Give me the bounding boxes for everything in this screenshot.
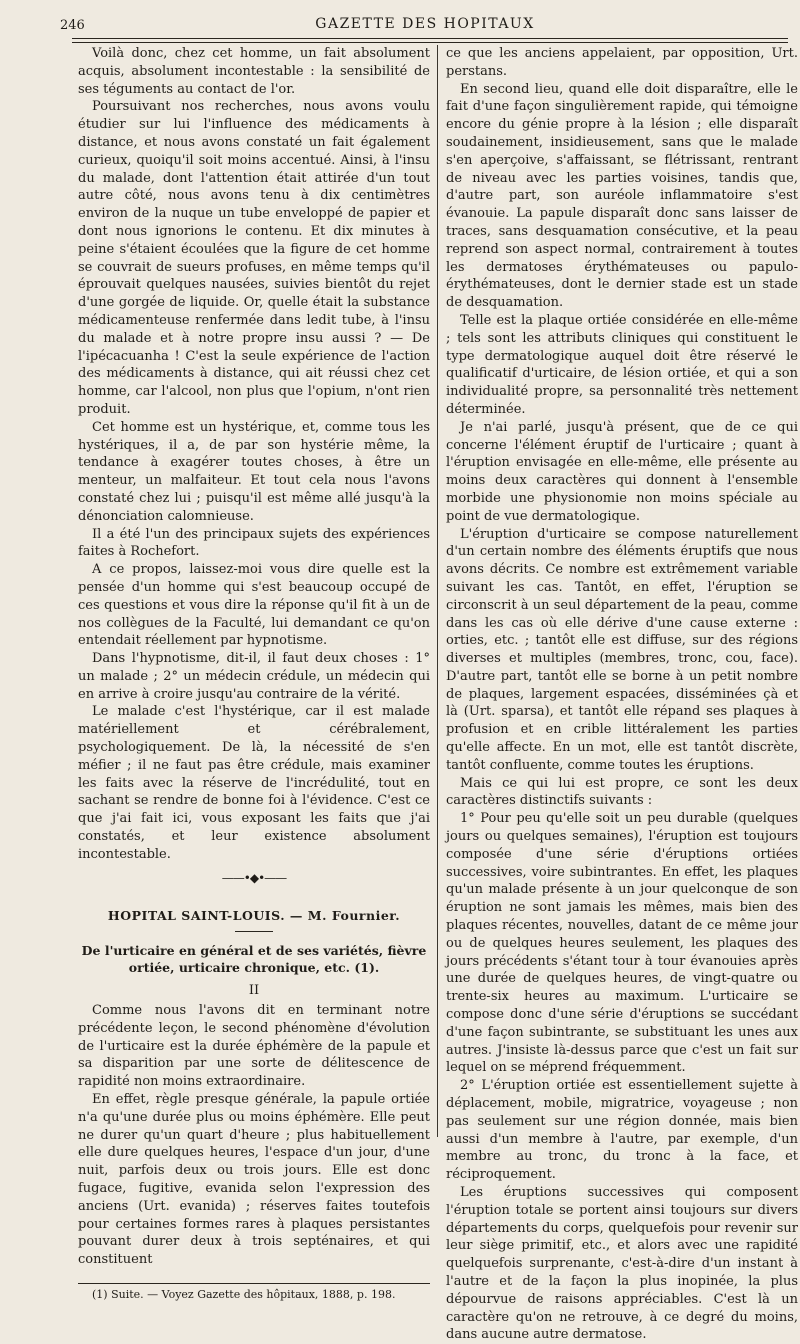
- footnote: (1) Suite. — Voyez Gazette des hôpitaux, 1888, p. 198.: [92, 1288, 396, 1301]
- page-number: 246: [60, 18, 85, 33]
- running-title: GAZETTE DES HOPITAUX: [315, 16, 535, 32]
- paragraph: Voilà donc, chez cet homme, un fait absolument acquis, absolument incontestable : la sensibilité de ses téguments au contact de l'or.: [78, 46, 430, 97]
- article-title: De l'urticaire en général et de ses variétés, fièvre ortiée, urticaire chronique, etc. (1).: [81, 943, 427, 976]
- paragraph: En second lieu, quand elle doit disparaître, elle le fait d'une façon singulièrement rapide, qui témoigne encore du génie propre à la lésion ; elle disparaît soudainement, insidieusement, sans que le malade s'en aperçoive, s'affaissant, se flétrissant, rentrant de niveau avec les parties voisines, tandis que, d'autre part, son auréole inflammatoire s'est évanouie. La papule disparaît donc sans laisser de traces, sans desquamation consécutive, et la peau reprend son aspect normal, contrairement à toutes les dermatoses érythémateuses ou papulo-érythémateuses, dont le dernier stade est un stade de desquamation.: [446, 81, 798, 311]
- paragraph: Telle est la plaque ortiée considérée en elle-même ; tels sont les attributs cliniques qui constituent le type dermatologique auquel doit être réservé le qualificatif d'urticaire, de lésion ortiée, et qui a son individualité propre, sa personnalité très nettement déterminée.: [446, 312, 798, 417]
- paragraph: Mais ce qui lui est propre, ce sont les deux caractères distinctifs suivants :: [446, 775, 798, 809]
- paragraph: Comme nous l'avons dit en terminant notre précédente leçon, le second phénomène d'évolution de l'urticaire est la durée éphémère de la papule et sa disparition par une sorte de délitescence de rapidité non moins extraordinaire.: [78, 1003, 430, 1090]
- paragraph: Je n'ai parlé, jusqu'à présent, que de ce qui concerne l'élément éruptif de l'urticaire ; quant à l'éruption envisagée en elle-même, elle présente au moins deux caractères qui donnent à l'ensemble morbide une physionomie non moins spéciale au point de vue dermatologique.: [446, 419, 798, 524]
- paragraph: Le malade c'est l'hystérique, car il est malade matériellement et cérébralement, psychologiquement. De là, la nécessité de s'en méfier ; il ne faut pas être crédule, mais examiner les faits avec la réserve de l'incrédulité, tout en sachant se rendre de bonne foi à l'évidence. C'est ce que j'ai fait ici, vous exposant les faits que j'ai constatés, et leur existence absolument incontestable.: [78, 704, 430, 862]
- paragraph: En effet, règle presque générale, la papule ortiée n'a qu'une durée plus ou moins éphémère. Elle peut ne durer qu'un quart d'heure ; plus habituellement elle dure quelques heures, l'espace d'un jour, d'une nuit, parfois deux ou trois jours. Elle est donc fugace, fugitive, evanida selon l'expression des anciens (Urt. evanida) ; réserves faites toutefois pour certaines formes rares à plaques persistantes pouvant durer deux à trois septénaires, et qui constituent: [78, 1092, 430, 1268]
- paragraph: Les éruptions successives qui composent l'éruption totale se portent ainsi toujours sur divers départements du corps, quelquefois pour revenir sur leur siège primitif, etc., et alors avec une rapidité quelquefois surprenante, c'est-à-dire d'un instant à l'autre et de la façon la plus inopinée, la plus dépourvue de raisons appréciables. C'est là un caractère qu'on ne retrouve, à ce degré du moins, dans aucune autre dermatose.: [446, 1185, 798, 1343]
- footnote-rule: [78, 1283, 430, 1284]
- page-header: [60, 12, 790, 40]
- section-divider: ——•◆•——: [221, 870, 287, 885]
- paragraph: 1° Pour peu qu'elle soit un peu durable (quelques jours ou quelques semaines), l'éruption est toujours composée d'une série d'éruptions ortiées successives, voire subintrantes. En effet, les plaques qu'un malade présente à un jour quelconque de son éruption ne sont jamais les mêmes, mais bien des plaques récentes, nouvelles, datant de ce même jour ou de quelques heures seulement, les plaques des jours précédents s'étant tour à tour évanouies après une durée de quelques heures, de vingt-quatre ou trente-six heures au maximum. L'urticaire se compose donc d'une série d'éruptions se succédant d'une façon subintrante, se substituant les unes aux autres. J'insiste là-dessus parce que c'est un fait sur lequel on se méprend fréquemment.: [446, 811, 798, 1076]
- section-heading: HOPITAL SAINT-LOUIS. — M. Fournier.: [107, 908, 401, 924]
- short-rule: [235, 931, 273, 932]
- paragraph: ce que les anciens appelaient, par opposition, Urt. perstans.: [446, 46, 798, 79]
- paragraph: L'éruption d'urticaire se compose naturellement d'un certain nombre des éléments éruptifs que nous avons décrits. Ce nombre est extrêmement variable suivant les cas. Tantôt, en effet, l'éruption se circonscrit à un seul département de la peau, comme dans les cas où elle dérive d'une cause externe : orties, etc. ; tantôt elle est diffuse, sur des régions diverses et multiples (membres, tronc, cou, face). D'autre part, tantôt elle se borne à un petit nombre de plaques, largement espacées, disséminées çà et là (Urt. sparsa), et tantôt elle répand ses plaques à profusion et en crible littéralement les parties qu'elle affecte. En un mot, elle est tantôt discrète, tantôt confluente, comme toutes les éruptions.: [446, 526, 798, 773]
- paragraph: Cet homme est un hystérique, et, comme tous les hystériques, il a, de par son hystérie même, la tendance à exagérer toutes choses, à être un menteur, un malfaiteur. Et tout cela nous l'avons constaté chez lui ; puisqu'il est même allé jusqu'à la dénonciation calomnieuse.: [78, 419, 430, 524]
- paragraph: Dans l'hypnotisme, dit-il, il faut deux choses : 1° un malade ; 2° un médecin crédule, un médecin qui en arrive à croire jusqu'au contraire de la vérité.: [78, 651, 430, 702]
- paragraph: A ce propos, laissez-moi vous dire quelle est la pensée d'un homme qui s'est beaucoup occupé de ces questions et vous dire la réponse qu'il fit à un de nos collègues de la Faculté, lui demandant ce qu'on entendait réellement par hypnotisme.: [78, 562, 430, 649]
- paragraph: Il a été l'un des principaux sujets des expériences faites à Rochefort.: [78, 526, 430, 560]
- header-rule-double: [72, 42, 788, 43]
- paragraph: 2° L'éruption ortiée est essentiellement sujette à déplacement, mobile, migratrice, voyageuse ; non pas seulement sur une région donnée, mais bien aussi d'un membre à l'autre, par exemple, d'un membre au tronc, du tronc à la face, et réciproquement.: [446, 1078, 798, 1183]
- header-rule: [72, 38, 788, 39]
- left-column: [78, 45, 430, 1302]
- right-column: [446, 45, 798, 1344]
- column-rule: [437, 45, 438, 1137]
- paragraph: Poursuivant nos recherches, nous avons voulu étudier sur lui l'influence des médicaments à distance, et nous avons constaté un fait également curieux, quoiqu'il soit moins accentué. Ainsi, à l'insu du malade, dont l'attention était attirée d'un tout autre côté, nous avons tenu à dix centimètres environ de la nuque un tube enveloppé de papier et dont nous ignorions le contenu. Et dix minutes à peine s'étaient écoulées que la figure de cet homme se couvrait de sueurs profuses, en même temps qu'il éprouvait quelques nausées, suivies bientôt du rejet d'une gorgée de liquide. Or, quelle était la substance médicamenteuse renfermée dans ledit tube, à l'insu du malade et à notre propre insu aussi ? — De l'ipécacuanha ! C'est la seule expérience de l'action des médicaments à distance, qui ait réussi chez cet homme, car l'alcool, non plus que l'opium, n'ont rien produit.: [78, 99, 430, 417]
- part-number: II: [248, 983, 260, 999]
